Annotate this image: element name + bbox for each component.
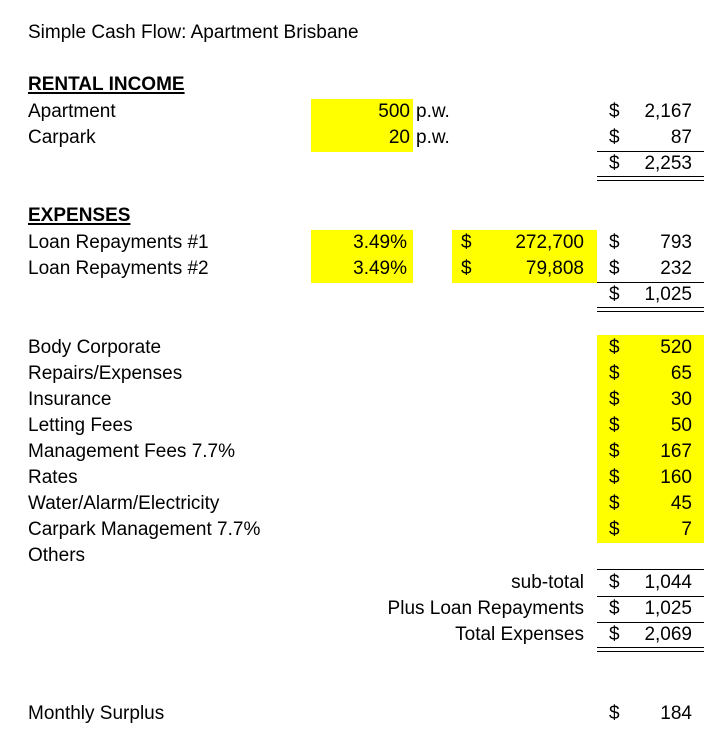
page-title: Simple Cash Flow: Apartment Brisbane xyxy=(28,22,359,43)
loan-principal-currency: $ xyxy=(461,232,472,253)
loan-currency: $ xyxy=(609,258,620,279)
expense-item-currency: $ xyxy=(609,363,620,384)
expense-item-label: Repairs/Expenses xyxy=(28,363,183,384)
rental-row-label: Apartment xyxy=(28,101,116,122)
summary-label: Plus Loan Repayments xyxy=(387,598,584,619)
rental-row-label: Carpark xyxy=(28,127,96,148)
expense-item-currency: $ xyxy=(609,441,620,462)
loan-currency: $ xyxy=(609,232,620,253)
expense-item-value[interactable]: 65 xyxy=(670,363,692,384)
expense-item-label: Body Corporate xyxy=(28,337,162,358)
expense-item-label: Rates xyxy=(28,467,78,488)
surplus-currency: $ xyxy=(609,703,620,724)
summary-rule xyxy=(597,596,704,597)
expense-item-value[interactable]: 50 xyxy=(670,415,692,436)
expense-item-value[interactable]: 160 xyxy=(660,467,692,488)
subtotal-rule xyxy=(597,569,704,570)
expense-item-value[interactable]: 30 xyxy=(670,389,692,410)
expense-item-currency: $ xyxy=(609,415,620,436)
loan-total-rule xyxy=(597,282,704,283)
expense-item-currency: $ xyxy=(609,389,620,410)
expense-item-currency: $ xyxy=(609,337,620,358)
surplus-value: 184 xyxy=(660,703,692,724)
summary-value: 1,044 xyxy=(644,572,692,593)
summary-value: 1,025 xyxy=(644,598,692,619)
rental-currency: $ xyxy=(609,101,620,122)
summary-value: 2,069 xyxy=(644,624,692,645)
summary-label: Total Expenses xyxy=(455,624,584,645)
expense-item-label: Others xyxy=(28,545,86,566)
rental-total: 2,253 xyxy=(644,153,692,174)
summary-rule xyxy=(597,622,704,623)
loan-row-label: Loan Repayments #2 xyxy=(28,258,209,279)
rental-unit: p.w. xyxy=(416,101,450,122)
expense-item-label: Letting Fees xyxy=(28,415,133,436)
expense-item-value[interactable]: 7 xyxy=(681,519,692,540)
expense-item-currency: $ xyxy=(609,467,620,488)
loan-row-label: Loan Repayments #1 xyxy=(28,232,209,253)
summary-label: sub-total xyxy=(511,572,584,593)
rental-monthly: 87 xyxy=(670,127,692,148)
expense-item-currency: $ xyxy=(609,493,620,514)
rental-income-heading: RENTAL INCOME xyxy=(28,74,185,95)
loan-monthly: 793 xyxy=(660,232,692,253)
expense-item-label: Insurance xyxy=(28,389,112,410)
expenses-heading: EXPENSES xyxy=(28,205,131,226)
loan-principal[interactable]: 79,808 xyxy=(525,258,584,279)
expense-item-label: Water/Alarm/Electricity xyxy=(28,493,220,514)
expense-item-currency: $ xyxy=(609,519,620,540)
expense-item-value[interactable]: 45 xyxy=(670,493,692,514)
loan-principal-currency: $ xyxy=(461,258,472,279)
surplus-label: Monthly Surplus xyxy=(28,703,165,724)
expense-item-value[interactable]: 167 xyxy=(660,441,692,462)
expense-item-value[interactable]: 520 xyxy=(660,337,692,358)
rental-total-rule xyxy=(597,151,704,152)
summary-currency: $ xyxy=(609,624,620,645)
loan-total: 1,025 xyxy=(644,284,692,305)
rental-weekly-amount[interactable]: 500 xyxy=(378,101,410,122)
total-expenses-double-rule xyxy=(597,647,704,652)
rental-monthly: 2,167 xyxy=(644,101,692,122)
loan-monthly: 232 xyxy=(660,258,692,279)
rental-currency: $ xyxy=(609,127,620,148)
rental-unit: p.w. xyxy=(416,127,450,148)
summary-currency: $ xyxy=(609,598,620,619)
expense-item-label: Management Fees 7.7% xyxy=(28,441,236,462)
loan-total-currency: $ xyxy=(609,284,620,305)
rental-total-currency: $ xyxy=(609,153,620,174)
loan-principal[interactable]: 272,700 xyxy=(515,232,584,253)
loan-total-double-rule xyxy=(597,307,704,312)
rental-weekly-amount[interactable]: 20 xyxy=(388,127,410,148)
rental-total-double-rule xyxy=(597,176,704,181)
loan-rate[interactable]: 3.49% xyxy=(353,232,407,253)
summary-currency: $ xyxy=(609,572,620,593)
expense-item-label: Carpark Management 7.7% xyxy=(28,519,261,540)
loan-rate[interactable]: 3.49% xyxy=(353,258,407,279)
